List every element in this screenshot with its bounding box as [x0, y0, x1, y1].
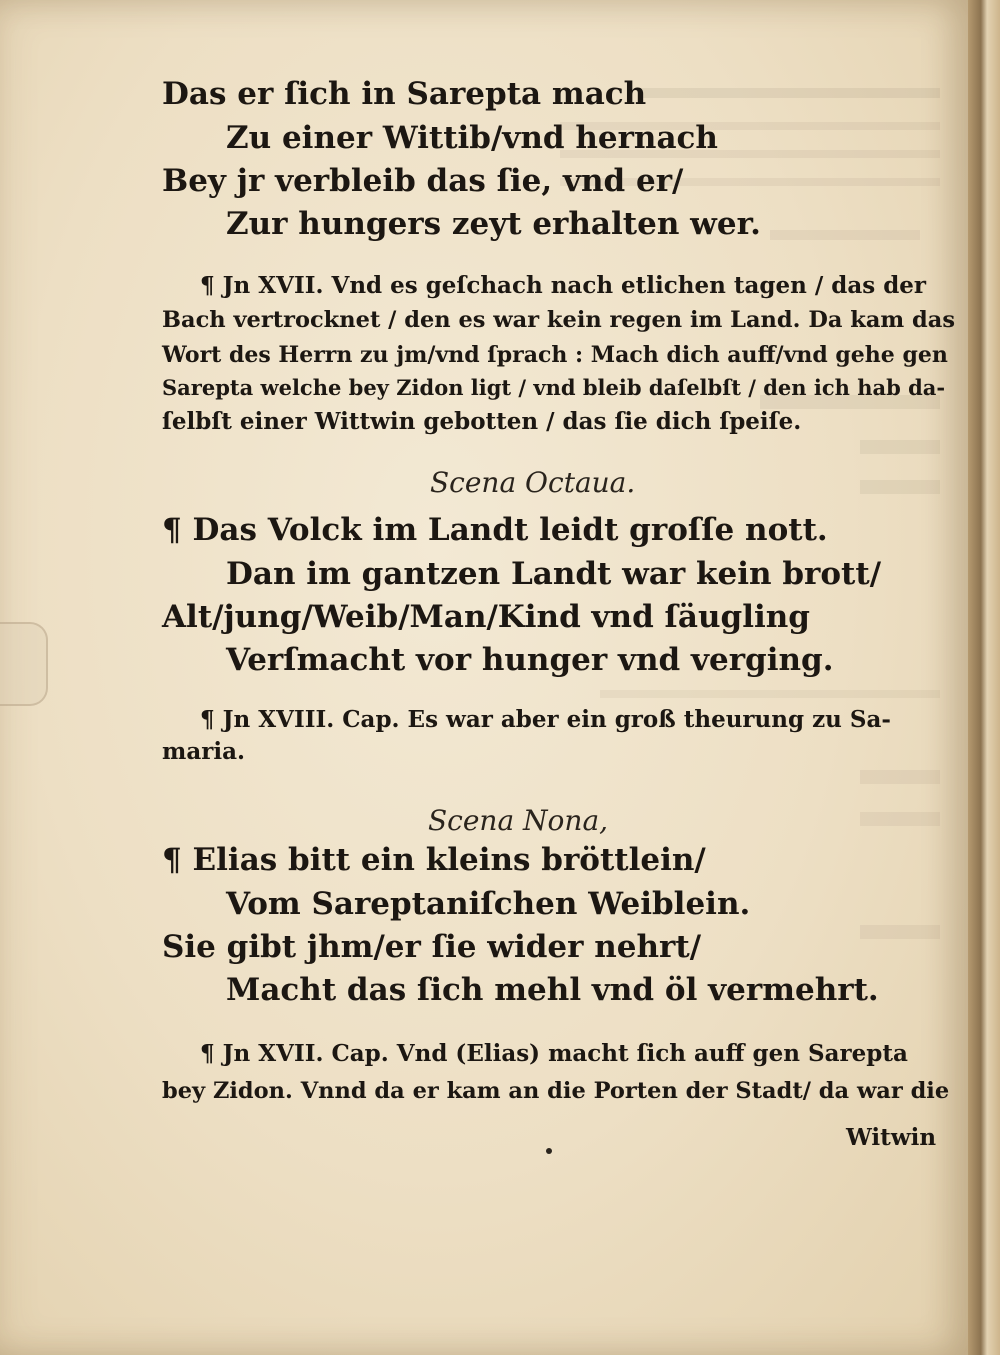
page-edge [968, 0, 1000, 1355]
prose-line: ¶ Jn XVIII. Cap. Es war aber ein groß theurung zu Sa- [200, 706, 891, 733]
verse-line: Das er ſich in Sarepta mach [162, 76, 647, 112]
verse-line: Sie gibt jhm/er ſie wider nehrt/ [162, 929, 702, 965]
verse-line: Verſmacht vor hunger vnd verging. [226, 642, 834, 678]
prose-line: Bach vertrocknet / den es war kein regen im Land. Da kam das [162, 307, 956, 333]
scene-heading: Scena Nona, [428, 804, 609, 837]
prose-line: Wort des Herrn zu jm/vnd ſprach : Mach dich auff/vnd gehe gen [162, 342, 948, 368]
scene-heading: Scena Octaua. [430, 466, 636, 499]
verse-line: Dan im gantzen Landt war kein brott/ [226, 556, 882, 592]
prose-line: maria. [162, 738, 246, 765]
verse-line: ¶ Elias bitt ein kleins bröttlein/ [162, 842, 706, 878]
verse-line: Macht das ſich mehl vnd öl vermehrt. [226, 972, 879, 1008]
verse-line: Vom Sareptaniſchen Weiblein. [226, 886, 751, 922]
prose-line: ¶ Jn XVII. Cap. Vnd (Elias) macht ſich auff gen Sarepta [200, 1040, 908, 1067]
ornament-dot [546, 1148, 552, 1154]
verse-line: ¶ Das Volck im Landt leidt groſſe nott. [162, 512, 828, 548]
verse-line: Bey jr verbleib das ſie, vnd er/ [162, 163, 684, 199]
prose-line: bey Zidon. Vnnd da er kam an die Porten der Stadt/ da war die [162, 1078, 950, 1104]
prose-line: Sarepta welche bey Zidon ligt / vnd bleib daſelbſt / den ich hab da- [162, 375, 946, 400]
prose-line: ¶ Jn XVII. Vnd es geſchach nach etlichen tagen / das der [200, 272, 927, 299]
verse-line: Zur hungers zeyt erhalten wer. [226, 206, 761, 242]
verse-line: Zu einer Wittib/vnd hernach [226, 120, 718, 156]
clasp-impression [0, 622, 48, 706]
prose-line: ſelbſt einer Wittwin gebotten / das ſie dich ſpeiſe. [162, 408, 802, 435]
verse-line: Alt/jung/Weib/Man/Kind vnd ſäugling [162, 599, 810, 635]
catchword: Witwin [846, 1124, 937, 1151]
